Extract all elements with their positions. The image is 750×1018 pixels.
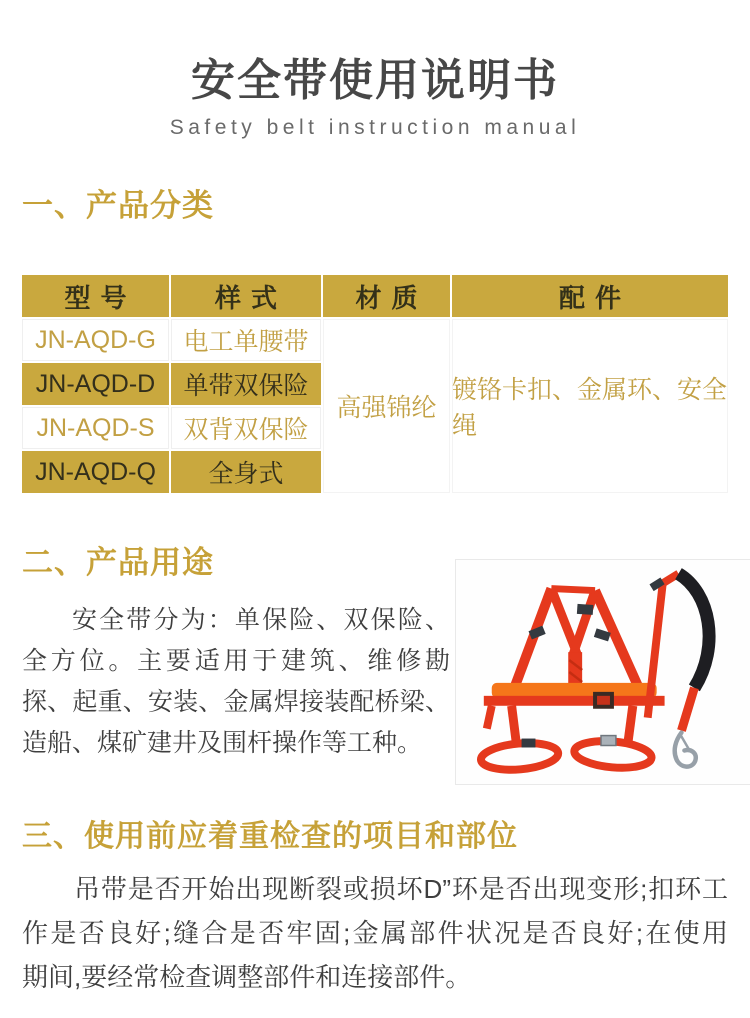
usage-text-column — [22, 537, 450, 764]
safety-harness-illustration — [456, 560, 750, 784]
table-header-material: 材质 — [323, 275, 450, 317]
page-title: 安全带使用说明书 — [191, 56, 559, 105]
model-cell: JN-AQD-Q — [22, 451, 169, 493]
section-usage — [22, 537, 728, 785]
table-header-style: 样式 — [171, 275, 321, 317]
section-usage-heading: 二、产品用途 — [22, 545, 214, 580]
paragraph-line: 吊带是否开始出现断裂或损坏D”环是否出现变形;扣环工 — [74, 874, 728, 904]
page-subtitle: Safety belt instruction manual — [169, 116, 581, 139]
style-cell: 全身式 — [171, 451, 321, 493]
accessories-cell: 镀铬卡扣、金属环、安全绳 — [452, 319, 728, 493]
paragraph-line: 期间,要经常检查调整部件和连接部件。 — [22, 962, 472, 992]
style-cell: 电工单腰带 — [171, 319, 321, 361]
paragraph-line: 作是否良好;缝合是否牢固;金属部件状况是否良好;在使用 — [22, 918, 728, 948]
safety-lanyard — [648, 574, 709, 731]
material-cell: 高强锦纶 — [323, 319, 450, 493]
inspection-paragraph — [22, 867, 728, 999]
paragraph-line: 探、起重、安装、金属焊接装配桥梁、 — [22, 688, 450, 716]
table-header-accessories: 配件 — [452, 275, 728, 317]
paragraph-line: 造船、煤矿建井及围杆操作等工种。 — [22, 729, 423, 757]
paragraph-line: 安全带分为：单保险、双保险、 — [72, 606, 450, 634]
section-inspection-heading: 三、使用前应着重检查的项目和部位 — [22, 820, 518, 853]
product-photo-frame — [455, 559, 750, 785]
model-cell: JN-AQD-S — [22, 407, 169, 449]
style-cell: 双背双保险 — [171, 407, 321, 449]
page-root — [0, 44, 750, 999]
table-header-model: 型号 — [22, 275, 169, 317]
snap-hook-icon — [675, 733, 696, 767]
model-cell: JN-AQD-G — [22, 319, 169, 361]
leg-loops — [480, 706, 653, 773]
model-cell: JN-AQD-D — [22, 363, 169, 405]
paragraph-line: 全方位。主要适用于建筑、维修勘 — [22, 647, 450, 675]
style-cell: 单带双保险 — [171, 363, 321, 405]
section-classification-heading: 一、产品分类 — [22, 188, 214, 223]
usage-paragraph — [22, 600, 450, 764]
product-classification-table — [22, 275, 728, 493]
